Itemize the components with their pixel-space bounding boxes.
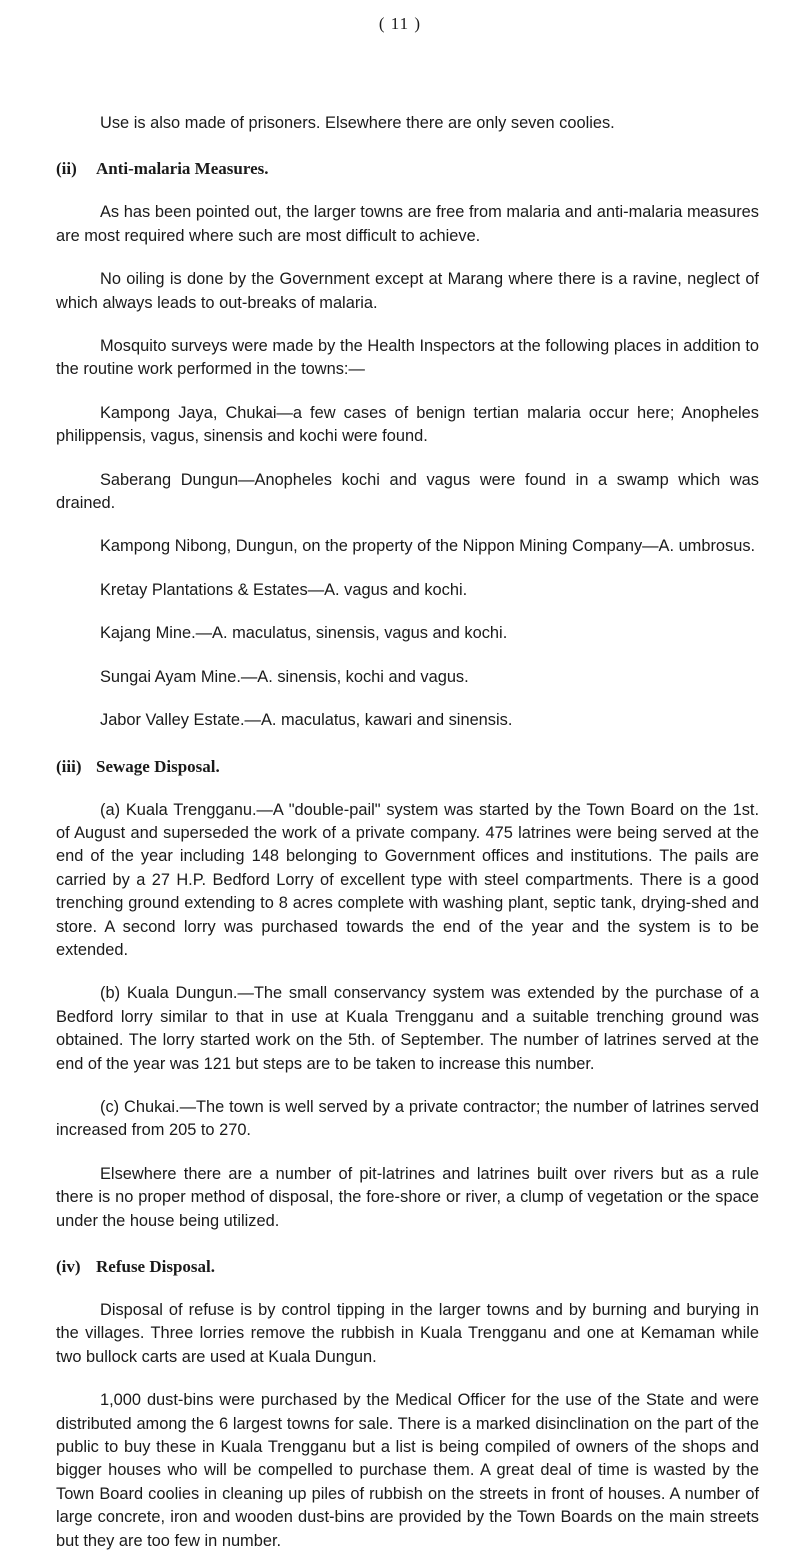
survey-entry: Kampong Nibong, Dungun, on the property of the Nippon Mining Company—A. umbrosus. [100, 537, 756, 556]
section-title: Refuse Disposal. [96, 1257, 216, 1276]
paragraph: As has been pointed out, the larger towns are free from malaria and anti-malaria measures are most required where such are most difficult to achieve. [56, 203, 759, 245]
section-title: Sewage Disposal. [96, 756, 220, 776]
survey-entry: Jabor Valley Estate.—A. maculatus, kawari and sinensis. [100, 711, 513, 730]
section-number: (ii) [56, 159, 77, 179]
survey-entry: Kampong Jaya, Chukai—a few cases of benign tertian malaria occur here; Anopheles philippensis, vagus, sinensis and kochi were found. [56, 403, 759, 446]
section-heading-sewage [56, 755, 759, 779]
paragraph: Elsewhere there are a number of pit-latrines and latrines built over rivers but as a rule there is no proper method of disposal, the fore-shore or river, a clump of vegetation or the space under the house being utilized. [56, 1164, 759, 1230]
paragraph: (c) Chukai.—The town is well served by a private contractor; the number of latrines served increased from 205 to 270. [56, 1097, 759, 1140]
paragraph: (b) Kuala Dungun.—The small conservancy system was extended by the purchase of a Bedford lorry similar to that in use at Kuala Trengganu and a suitable trenching ground was obtained. The lorry started work on the 5th. of September. The number of latrines served at the end of the year was 121 but steps are to be taken to increase this number. [56, 984, 759, 1073]
paragraph: No oiling is done by the Government except at Marang where there is a ravine, neglect of which always leads to out-breaks of malaria. [56, 270, 759, 312]
section-number: (iii) [56, 756, 82, 776]
paragraph: Disposal of refuse is by control tipping in the larger towns and by burning and burying in the villages. Three lorries remove the rubbish in Kuala Trengganu and one at Kemaman while two bullock carts are used at Kuala Dungun. [56, 1301, 759, 1366]
survey-entry: Kretay Plantations & Estates—A. vagus and kochi. [100, 580, 468, 599]
section-heading-anti-malaria [56, 157, 759, 181]
intro-paragraph: Use is also made of prisoners. Elsewhere there are only seven coolies. [100, 114, 615, 132]
paragraph: 1,000 dust-bins were purchased by the Medical Officer for the use of the State and were distributed among the 6 largest towns for sale. There is a marked disinclination on the part of the public to buy these in Kuala Trengganu but a list is being compiled of owners of the shops and bigger houses who will be compelled to purchase them. A great deal of time is wasted by the Town Board coolies in cleaning up piles of rubbish on the streets in front of houses. A number of large concrete, iron and wooden dust-bins are provided by the Town Boards on the main streets but they are too few in number. [56, 1391, 759, 1550]
section-heading-refuse [56, 1255, 759, 1279]
survey-entry: Sungai Ayam Mine.—A. sinensis, kochi and vagus. [100, 667, 469, 686]
section-number: (iv) [56, 1257, 81, 1276]
page-number: ( 11 ) [378, 14, 422, 33]
paragraph: Mosquito surveys were made by the Health Inspectors at the following places in addition to the routine work performed in the towns:— [56, 337, 759, 379]
survey-entry: Saberang Dungun—Anopheles kochi and vagus were found in a swamp which was drained. [56, 470, 759, 513]
section-title: Anti-malaria Measures. [96, 159, 269, 179]
survey-entry: Kajang Mine.—A. maculatus, sinensis, vagus and kochi. [100, 624, 508, 643]
paragraph: (a) Kuala Trengganu.—A "double-pail" system was started by the Town Board on the 1st. of August and superseded the work of a private company. 475 latrines were being served at the end of the year including 148 belonging to Government offices and institutions. The pails are carried by a 27 H.P. Bedford Lorry of excellent type with steel compartments. There is a good trenching ground extending to 8 acres complete with washing plant, septic tank, drying-shed and store. A second lorry was purchased towards the end of the year and the system is to be extended. [56, 800, 759, 959]
page-body [56, 112, 759, 1553]
